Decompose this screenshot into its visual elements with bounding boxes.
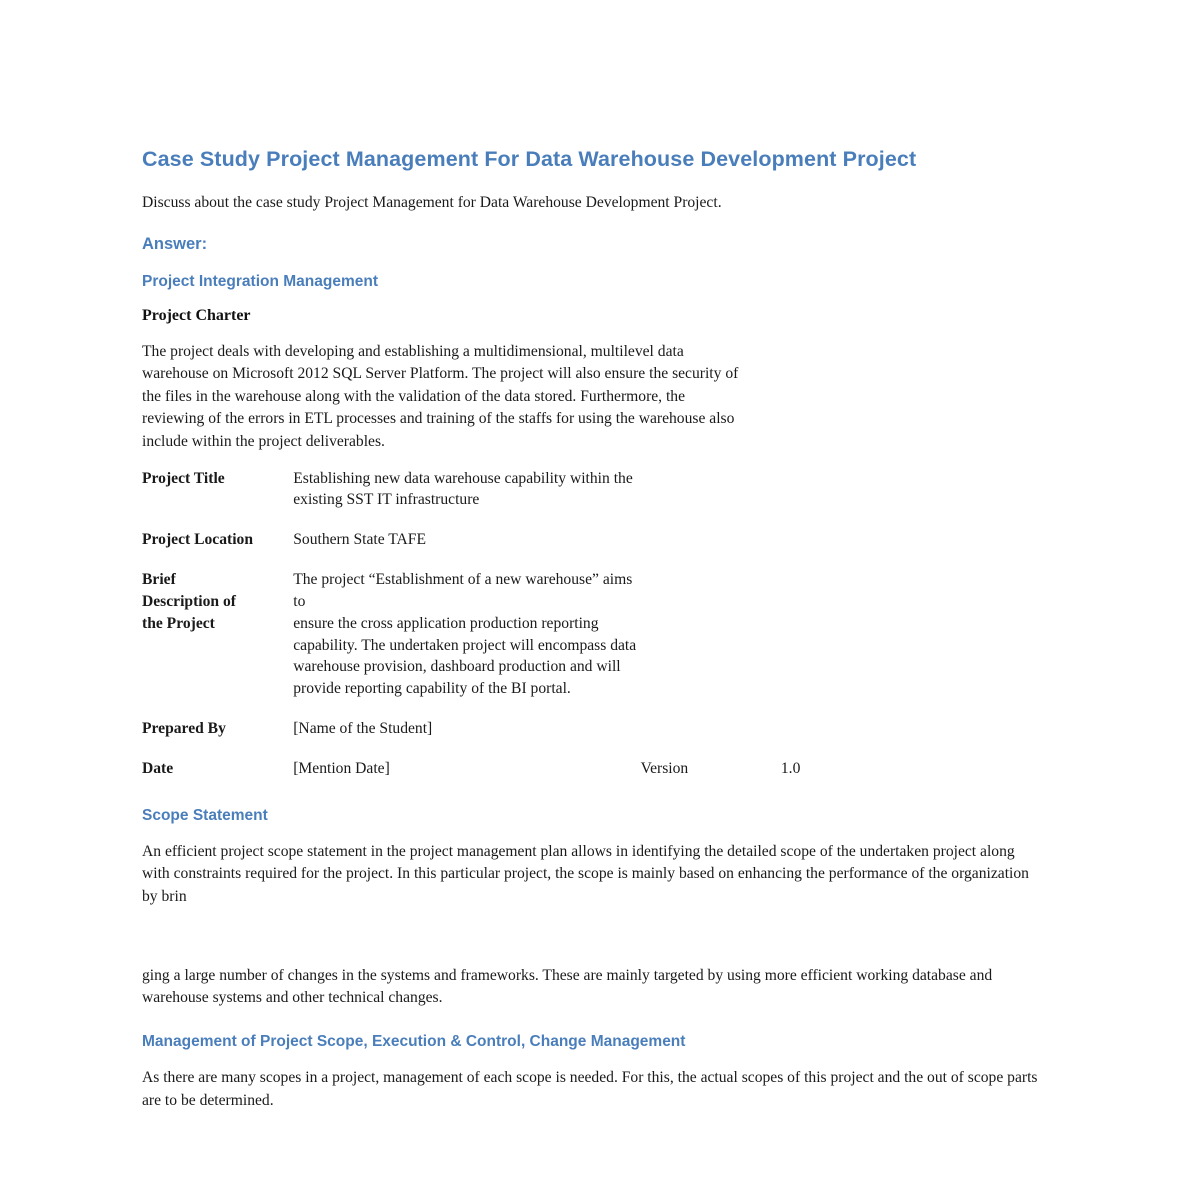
- question-paragraph: Discuss about the case study Project Management for Data Warehouse Development Project.: [142, 193, 722, 211]
- label-line: the Project: [142, 614, 215, 632]
- management-paragraph: As there are many scopes in a project, management of each scope is needed. For this, the actual scopes of this project and the out of scope parts are to be determined.: [142, 1069, 1038, 1109]
- value-line: Establishing new data warehouse capability within the: [293, 469, 633, 487]
- row-label-project-title: Project Title: [142, 469, 225, 487]
- value-line: warehouse provision, dashboard production and will: [293, 658, 621, 676]
- value-line: ensure the cross application production reporting: [293, 614, 599, 632]
- answer-label: Answer:: [142, 235, 208, 254]
- row-value-brief-description: [293, 569, 640, 718]
- row-value-date: [Mention Date]: [293, 759, 390, 777]
- charter-intro-line: The project deals with developing and establishing a multidimensional, multilevel data: [142, 342, 684, 360]
- table-row: [142, 468, 872, 530]
- row-label-brief-description: [142, 569, 293, 718]
- table-row: [142, 758, 872, 784]
- row-label-project-location: Project Location: [142, 531, 253, 549]
- table-row: [142, 718, 872, 758]
- row-label-version: Version: [640, 759, 689, 777]
- scope-paragraph-1: An efficient project scope statement in the project management plan allows in identifying the detailed scope of the undertaken project along with constraints required for the project. In this particular project, the scope is mainly based on enhancing the performance of the organization by brin: [142, 842, 1029, 906]
- value-line: Southern State TAFE: [293, 531, 426, 549]
- charter-intro-paragraph: [142, 341, 1047, 454]
- value-line: The project “Establishment of a new warehouse” aims to: [293, 571, 633, 610]
- row-value-project-location: [293, 529, 640, 569]
- value-line: existing SST IT infrastructure: [293, 491, 480, 509]
- page-title: Case Study Project Management For Data Warehouse Development Project: [142, 147, 917, 171]
- charter-intro-line: the files in the warehouse along with the validation of the data stored. Furthermore, the: [142, 387, 686, 405]
- heading-scope-statement: Scope Statement: [142, 806, 268, 824]
- project-charter-table: [142, 468, 872, 784]
- heading-project-integration-management: Project Integration Management: [142, 272, 378, 290]
- row-value-version: 1.0: [780, 759, 801, 777]
- label-line: Brief: [142, 571, 176, 589]
- table-row: [142, 569, 872, 718]
- row-value-project-title: [293, 468, 640, 530]
- row-label-prepared-by: Prepared By: [142, 720, 226, 738]
- row-label-date: Date: [142, 759, 174, 777]
- heading-management-of-project-scope: Management of Project Scope, Execution & Control, Change Management: [142, 1032, 686, 1050]
- value-line: provide reporting capability of the BI portal.: [293, 680, 571, 698]
- heading-project-charter: Project Charter: [142, 306, 251, 324]
- document-content: [142, 145, 1047, 1126]
- row-value-prepared-by: [293, 718, 640, 758]
- charter-intro-line: warehouse on Microsoft 2012 SQL Server Platform. The project will also ensure the security of: [142, 365, 739, 383]
- charter-intro-line: include within the project deliverables.: [142, 433, 385, 451]
- value-line: [Name of the Student]: [293, 720, 433, 738]
- scope-paragraph-2: ging a large number of changes in the systems and frameworks. These are mainly targeted by using more efficient working database and warehouse systems and other technical changes.: [142, 966, 993, 1007]
- value-line: capability. The undertaken project will encompass data: [293, 636, 637, 654]
- label-line: Description of: [142, 592, 236, 610]
- table-row: [142, 529, 872, 569]
- page-break-gap: [142, 923, 1047, 965]
- charter-intro-line: reviewing of the errors in ETL processes and training of the staffs for using the warehouse also: [142, 410, 735, 428]
